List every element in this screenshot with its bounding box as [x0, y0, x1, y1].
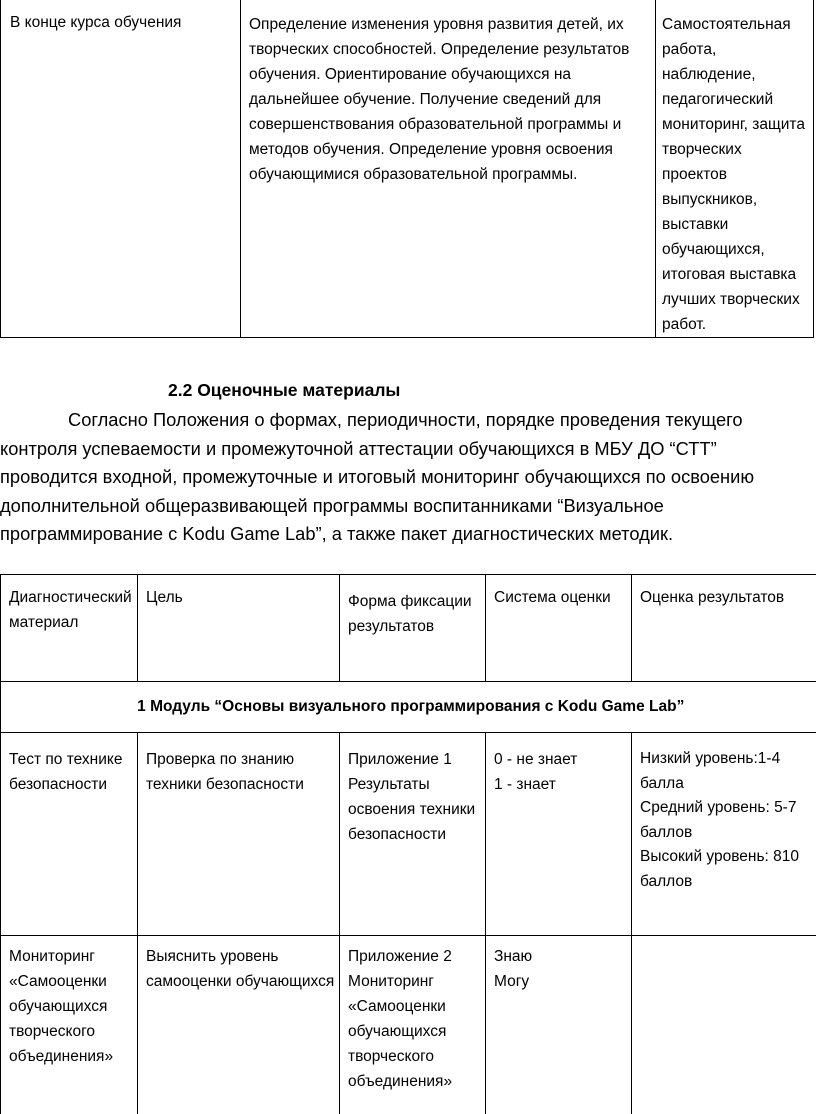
- module-title: 1 Модуль “Основы визуального программирования с Kodu Game Lab”: [1, 682, 816, 733]
- row1-assessment: [632, 733, 816, 936]
- assessment-line: Низкий уровень:1-4 балла: [640, 747, 816, 796]
- system-line: 1 - знает: [494, 772, 631, 797]
- header-form: Форма фиксации результатов: [340, 575, 486, 682]
- assessment-line: Высокий уровень: 810 баллов: [640, 845, 816, 894]
- row1-material: Тест по технике безопасности: [1, 733, 138, 936]
- system-line: Знаю: [494, 944, 631, 969]
- stage-cell: В конце курса обучения: [1, 0, 241, 338]
- assessment-line: Средний уровень: 5-7 баллов: [640, 796, 816, 845]
- row2-material: Мониторинг «Самооценки обучающихся творческого объединения»: [1, 936, 138, 1114]
- header-system: Система оценки: [486, 575, 632, 682]
- table-row: [1, 936, 816, 1114]
- row2-form: Приложение 2 Мониторинг «Самооценки обучающихся творческого объединения»: [340, 936, 486, 1114]
- table-row: [1, 0, 814, 338]
- header-assessment: Оценка результатов: [632, 575, 816, 682]
- goal-cell: Определение изменения уровня развития детей, их творческих способностей. Определение результатов обучения. Ориентирование обучающихся на дальнейшее обучение. Получение сведений для совершенствования образовательной программы и методов обучения. Определение уровня освоения обучающимися образовательной программы.: [241, 0, 656, 338]
- row2-goal: Выяснить уровень самооценки обучающихся: [138, 936, 340, 1114]
- row2-system: [486, 936, 632, 1114]
- row2-assessment: [632, 936, 816, 1114]
- module-row: [1, 682, 816, 733]
- table-row: [1, 733, 816, 936]
- diagnostic-table: [0, 574, 816, 1114]
- row1-goal: Проверка по знанию техники безопасности: [138, 733, 340, 936]
- system-line: 0 - не знает: [494, 747, 631, 772]
- top-table: [0, 0, 814, 338]
- system-line: Могу: [494, 969, 631, 994]
- row1-system: [486, 733, 632, 936]
- forms-cell: Самостоятельная работа, наблюдение, педагогический мониторинг, защита творческих проектов выпускников, выставки обучающихся, итоговая выставка лучших творческих работ.: [656, 0, 814, 338]
- section-paragraph: Согласно Положения о формах, периодичности, порядке проведения текущего контроля успеваемости и промежуточной аттестации обучающихся в МБУ ДО “СТТ” проводится входной, промежуточные и итоговый мониторинг обучающихся по освоению дополнительной общеразвивающей программы воспитанниками “Визуальное программирование с Kodu Game Lab”, а также пакет диагностических методик.: [0, 406, 816, 549]
- table-header-row: [1, 575, 816, 682]
- header-goal: Цель: [138, 575, 340, 682]
- header-material: Диагностический материал: [1, 575, 138, 682]
- row1-form: Приложение 1 Результаты освоения техники безопасности: [340, 733, 486, 936]
- section-heading: 2.2 Оценочные материалы: [168, 380, 400, 401]
